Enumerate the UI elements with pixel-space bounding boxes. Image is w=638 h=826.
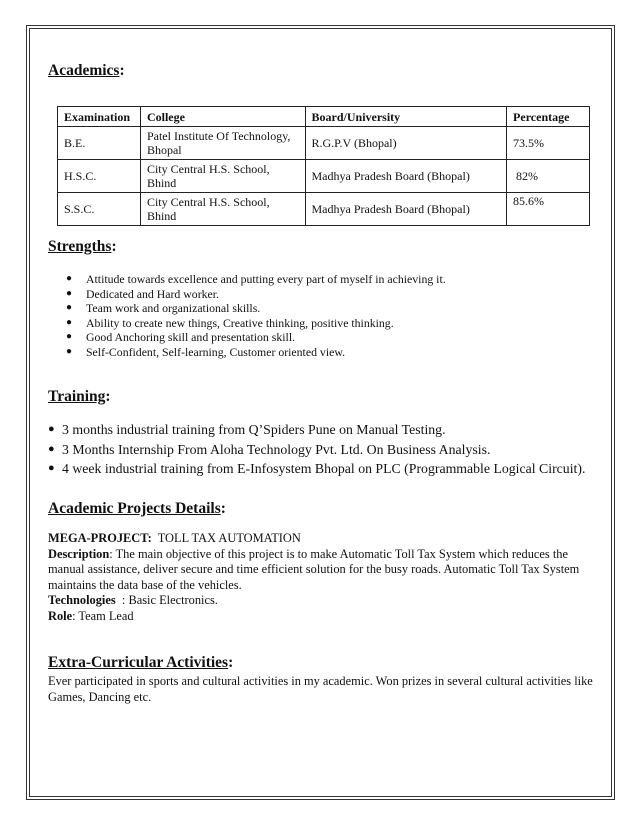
cell-college: City Central H.S. School, Bhind <box>140 160 305 193</box>
training-heading: Training: <box>48 388 111 405</box>
list-item: ● 3 Months Internship From Aloha Technology Pvt. Ltd. On Business Analysis. <box>48 440 585 460</box>
list-item: ● 4 week industrial training from E-Infosystem Bhopal on PLC (Programmable Logical Circuit). <box>48 459 585 479</box>
cell-college: Patel Institute Of Technology, Bhopal <box>140 127 305 160</box>
cell-board: Madhya Pradesh Board (Bhopal) <box>305 160 507 193</box>
list-item: ● Ability to create new things, Creative thinking, positive thinking. <box>66 316 446 331</box>
mega-project-line: MEGA-PROJECT: TOLL TAX AUTOMATION <box>48 531 301 545</box>
academics-heading: Academics: <box>48 62 125 79</box>
list-item: ● Self-Confident, Self-learning, Customer oriented view. <box>66 345 446 360</box>
training-list <box>48 420 585 479</box>
cell-board: Madhya Pradesh Board (Bhopal) <box>305 193 507 226</box>
header-college: College <box>140 107 305 127</box>
table-row <box>58 127 590 160</box>
cell-percentage: 73.5% <box>507 127 590 160</box>
table-row <box>58 193 590 226</box>
header-examination: Examination <box>58 107 141 127</box>
extra-curricular-heading: Extra-Curricular Activities: <box>48 654 234 671</box>
list-item: ● Good Anchoring skill and presentation skill. <box>66 330 446 345</box>
cell-examination: H.S.C. <box>58 160 141 193</box>
strengths-heading: Strengths: <box>48 238 117 255</box>
strengths-list <box>66 272 446 360</box>
projects-heading: Academic Projects Details: <box>48 500 226 517</box>
cell-board: R.G.P.V (Bhopal) <box>305 127 507 160</box>
list-item: ● 3 months industrial training from Q’Spiders Pune on Manual Testing. <box>48 420 585 440</box>
cell-college: City Central H.S. School, Bhind <box>140 193 305 226</box>
cell-percentage: 85.6% <box>507 193 590 226</box>
extra-curricular-text: Ever participated in sports and cultural activities in my academic. Won prizes in several cultural activities like Games, Dancing etc. <box>48 674 593 704</box>
table-header-row <box>58 107 590 127</box>
cell-examination: S.S.C. <box>58 193 141 226</box>
academics-table <box>57 106 590 226</box>
cell-examination: B.E. <box>58 127 141 160</box>
cell-percentage: 82% <box>507 160 590 193</box>
header-percentage: Percentage <box>507 107 590 127</box>
projects-details <box>48 531 593 624</box>
header-board: Board/University <box>305 107 507 127</box>
list-item: ● Dedicated and Hard worker. <box>66 287 446 302</box>
list-item: ● Team work and organizational skills. <box>66 301 446 316</box>
technologies-line: Technologies : Basic Electronics. <box>48 593 218 607</box>
list-item: ● Attitude towards excellence and putting every part of myself in achieving it. <box>66 272 446 287</box>
description-line: Description: The main objective of this project is to make Automatic Toll Tax System which reduces the manual assistance, deliver secure and time efficient solution for the busy roads. Automatic Toll Tax System maintains the data base of the vehicles. <box>48 546 580 592</box>
role-line: Role: Team Lead <box>48 608 134 623</box>
table-row <box>58 160 590 193</box>
